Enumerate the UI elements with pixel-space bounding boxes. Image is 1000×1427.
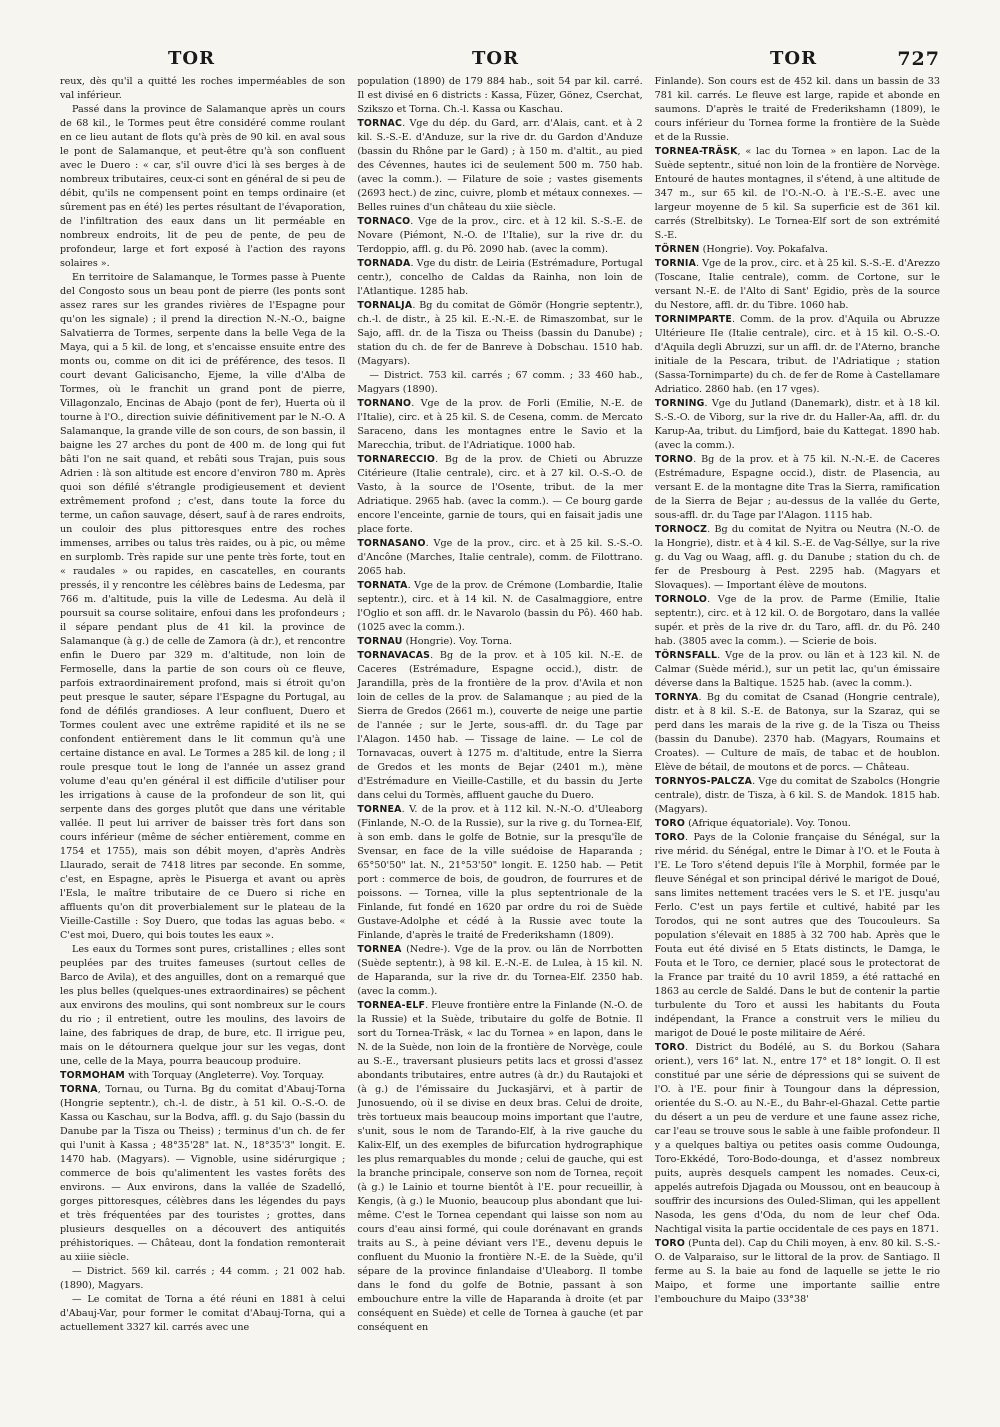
entry-headword: TORO bbox=[654, 818, 686, 829]
entry-text: . Vge de la prov., circ. et à 25 kil. S.-S.-E. d'Arezzo (Toscane, Italie centrale), comm. de Cortone, sur le versant N.-E. de l'Alto di Sant' Egidio, près de la source du Nestore, affl. dr. du Tibre. 1060 hab. bbox=[654, 258, 940, 311]
entry-text: . Vge de la prov. ou län et à 123 kil. N. de Calmar (Suède mérid.), sur un petit lac, qu'un émissaire déverse dans la Baltique. 1525 hab. (avec la comm.). bbox=[654, 650, 940, 689]
running-header bbox=[60, 48, 940, 74]
entry-text: . Bg du comitat de Csanad (Hongrie centrale), distr. et à 8 kil. S.-E. de Batonya, sur la Szaraz, qui se perd dans les marais de la rive g. de la Tisza ou Theiss (bassin du Danube). 2370 hab. (Magyars, Roumains et Croates). — Culture de maïs, de tabac et de houblon. Elève de bétail, de moutons et de porcs. — Château. bbox=[654, 692, 940, 773]
entry-headword: TORNADA bbox=[357, 258, 411, 269]
page-number: 727 bbox=[897, 48, 940, 70]
dictionary-entry bbox=[655, 145, 940, 243]
dictionary-entry bbox=[357, 397, 642, 453]
entry-headword: TORNA bbox=[60, 1084, 98, 1095]
entry-text: . Bg du comitat de Nyitra ou Neutra (N.-O. de la Hongrie), distr. et à 4 kil. S.-E. de Vag-Séllye, sur la rive g. du Vag ou Waag, affl. g. du Danube ; station du ch. de fer de Presbourg à Pest. 2295 hab. (Magyars et Slovaques). — Important élève de moutons. bbox=[654, 524, 940, 591]
entry-text: . Vge du distr. de Leiria (Estrémadure, Portugal centr.), concelho de Caldas da Rainha, non loin de l'Atlantique. 1285 hab. bbox=[357, 258, 643, 297]
dictionary-entry bbox=[655, 313, 940, 397]
paragraph bbox=[357, 75, 642, 117]
entry-headword: TORNAVACAS bbox=[357, 650, 431, 661]
dictionary-entry bbox=[357, 635, 642, 649]
entry-headword: TÖRNSFALL bbox=[654, 650, 718, 661]
entry-headword: TORO bbox=[654, 1042, 686, 1053]
entry-headword: TORNARECCIO bbox=[357, 454, 436, 465]
entry-headword: TORNYA bbox=[654, 692, 699, 703]
paragraph bbox=[60, 943, 345, 1069]
entry-text: . Pays de la Colonie française du Sénégal, sur la rive mérid. du Sénégal, entre le Dimar à l'O. et le Fouta à l'E. Le Toro s'étend depuis l'île à Morphil, formée par le fleuve Sénégal et son principal dérivé le marigot de Doué, sans limites nettement tracées vers le S. et l'E. jusqu'au Ferlo. C'est un pays fertile et cultivé, habité par les Torodos, qui ne sont autres que des Toucouleurs. Sa population s'élevait en 1885 à 32 700 hab. Après que le Fouta eut été divisé en 5 Etats distincts, le Damga, le Fouta et le Toro, ce dernier, placé sous le protectorat de la France par traité du 10 avril 1859, a été rattaché en 1863 au cercle de Saldé. Dans le but de contenir la partie turbulente du Toro et aussi les habitants du Fouta indépendant, la France a construit vers le milieu du marigot de Doué le poste militaire de Aéré. bbox=[654, 832, 940, 1039]
dictionary-entry bbox=[655, 831, 940, 1041]
entry-headword: TORNOCZ bbox=[654, 524, 708, 535]
paragraph bbox=[60, 103, 345, 271]
dictionary-entry bbox=[357, 537, 642, 579]
entry-text: (Hongrie). Voy. Pokafalva. bbox=[699, 244, 828, 255]
entry-headword: TORNASANO bbox=[357, 538, 426, 549]
dictionary-entry bbox=[655, 691, 940, 775]
header-left-word: TOR bbox=[168, 48, 216, 69]
entry-text: population (1890) de 179 884 hab., soit 54 par kil. carré. Il est divisé en 6 districts : Kassa, Füzer, Gönez, Cserchat, Szikszo et Torna. Ch.-l. Kassa ou Kaschau. bbox=[357, 76, 643, 115]
entry-text: (Afrique équatoriale). Voy. Tonou. bbox=[685, 818, 851, 829]
entry-text: , « lac du Tornea » en lapon. Lac de la Suède septentr., situé non loin de la frontière de Norvège. Entouré de hautes montagnes, il s'étend, à une altitude de 347 m., sur 65 kil. de l'O.-N.-O. à l'E.-S.-E. avec une largeur moyenne de 5 kil. Sa superficie est de 361 kil. carrés (Strelbitsky). Le Tornea-Elf sort de son extrémité S.-E. bbox=[654, 146, 940, 241]
entry-headword: TORNATA bbox=[357, 580, 408, 591]
entry-headword: TORO bbox=[654, 1238, 686, 1249]
entry-text: — District. 569 kil. carrés ; 44 comm. ; 21 002 hab. (1890), Magyars. bbox=[60, 1266, 346, 1291]
dictionary-entry bbox=[357, 649, 642, 803]
dictionary-entry bbox=[60, 1083, 345, 1265]
header-right-word: TOR bbox=[770, 48, 818, 69]
paragraph bbox=[60, 75, 345, 103]
entry-text: Les eaux du Tormes sont pures, cristallines ; elles sont peuplées par des truites fameuses (surtout celles de Barco de Avila), et des anguilles, dont on a remarqué que les plus belles (quelques-unes extraordinaires) se pêchent aux environs des moulins, qui sont nombreux sur le cours du rio ; il entretient, outre les moulins, des lavoirs de laine, des fabriques de drap, de bure, etc. Il irrigue peu, mais on le détournera quelque jour sur les vegas, dont une, celle de la Maya, pourra beaucoup produire. bbox=[60, 944, 346, 1067]
entry-text: . Vge du comitat de Szabolcs (Hongrie centrale), distr. de Tisza, à 6 kil. S. de Mandok. 1815 hab. (Magyars). bbox=[654, 776, 940, 815]
entry-text: — Le comitat de Torna a été réuni en 1881 à celui d'Abauj-Var, pour former le comitat d'Abauj-Torna, qui a actuellement 3327 kil. carrés avec une bbox=[60, 1294, 346, 1333]
dictionary-entry bbox=[655, 775, 940, 817]
entry-text: . Bg de la prov. et à 105 kil. N.-E. de Caceres (Estrémadure, Espagne occid.), distr. de Jarandilla, près de la frontière de la prov. d'Avila et non loin de celles de la prov. de Salamanque ; au pied de la Sierra de Gredos (2661 m.), couverte de neige une partie de l'année ; sur le Jerte, sous-affl. dr. du Tage par l'Alagon. 1450 hab. — Tissage de laine. — Le col de Tornavacas, ouvert à 1275 m. d'altitude, entre la Sierra de Gredos et les monts de Bejar (2401 m.), mène d'Estrémadure en Vieille-Castille, et du bassin du Jerte dans celui du Tormès, affluent gauche du Duero. bbox=[357, 650, 643, 801]
entry-text: . Comm. de la prov. d'Aquila ou Abruzze Ultérieure IIe (Italie centrale), circ. et à 15 kil. O.-S.-O. d'Aquila degli Abruzzi, sur un affl. dr. de l'Aterno, branche initiale de la Pescara, tribut. de l'Adriatique ; station (Sassa-Tornimparte) du ch. de fer de Rome à Castellamare Adriatico. 2860 hab. (en 17 vges). bbox=[654, 314, 940, 395]
dictionary-entry bbox=[655, 523, 940, 593]
entry-headword: TORNAC bbox=[357, 118, 403, 129]
paragraph bbox=[60, 271, 345, 943]
dictionary-entry bbox=[655, 1041, 940, 1237]
dictionary-entry bbox=[357, 257, 642, 299]
paragraph bbox=[357, 369, 642, 397]
entry-text: (Hongrie). Voy. Torna. bbox=[402, 636, 513, 647]
column-3 bbox=[655, 75, 940, 1415]
entry-text: . Vge du dép. du Gard, arr. d'Alais, cant. et à 2 kil. S.-S.-E. d'Anduze, sur la rive dr. du Gardon d'Anduze (bassin du Rhône par le Gard) ; à 150 m. d'altit., au pied des Cévennes, hautes ici de seulement 500 m. 750 hab. (avec la comm.). — Filature de soie ; vastes gisements (2693 hect.) de zinc, cuivre, plomb et métaux connexes. — Belles ruines d'un château du xiie siècle. bbox=[357, 118, 643, 213]
entry-headword: TORNOLO bbox=[654, 594, 708, 605]
entry-headword: TORNEA bbox=[357, 944, 402, 955]
entry-text: (Punta del). Cap du Chili moyen, à env. 80 kil. S.-S.-O. de Valparaiso, sur le littoral de la prov. de Santiago. Il ferme au S. la baie au fond de laquelle se jette le rio Maipo, et forme une importante saillie entre l'embouchure du Maipo (33°38' bbox=[654, 1238, 940, 1305]
entry-text: . Bg de la prov. et à 75 kil. N.-N.-E. de Caceres (Estrémadure, Espagne occid.), distr. de Plasencia, au versant E. de la montagne dite Tras la Sierra, ramification de la Sierra de Bejar ; au-dessus de la vallée du Gerte, sous-affl. dr. du Tage par l'Alagon. 1115 hab. bbox=[654, 454, 940, 521]
entry-headword: TORNACO bbox=[357, 216, 411, 227]
entry-headword: TORMOHAM bbox=[60, 1070, 125, 1081]
dictionary-entry bbox=[357, 117, 642, 215]
entry-headword: TORNO bbox=[654, 454, 694, 465]
entry-headword: TORNAU bbox=[357, 636, 403, 647]
entry-headword: TORNANO bbox=[357, 398, 412, 409]
entry-headword: TORNEA bbox=[357, 804, 402, 815]
paragraph bbox=[60, 1293, 345, 1335]
entry-headword: TORNIMPARTE bbox=[654, 314, 732, 325]
dictionary-entry bbox=[357, 943, 642, 999]
column-1 bbox=[60, 75, 345, 1415]
dictionary-entry bbox=[655, 1237, 940, 1307]
entry-text: . Vge de la prov., circ. et à 12 kil. S.-S.-E. de Novare (Piémont, N.-O. de l'Italie), sur la rive dr. du Terdoppio, affl. g. du Pô. 2090 hab. (avec la comm). bbox=[357, 216, 643, 255]
dictionary-entry bbox=[655, 593, 940, 649]
entry-headword: TORNALJA bbox=[357, 300, 413, 311]
entry-headword: TORNEA-TRÄSK bbox=[654, 146, 738, 157]
dictionary-entry bbox=[357, 453, 642, 537]
column-2 bbox=[357, 75, 642, 1415]
dictionary-entry bbox=[357, 215, 642, 257]
entry-text: . Vge de la prov. de Forli (Emilie, N.-E. de l'Italie), circ. et à 25 kil. S. de Cesena, comm. de Mercato Saraceno, dans les montagnes entre le Savio et la Marecchia, tribut. de l'Adriatique. 1000 hab. bbox=[357, 398, 643, 451]
entry-text: . Vge de la prov. de Crémone (Lombardie, Italie septentr.), circ. et à 14 kil. N. de Casalmaggiore, entre l'Oglio et son affl. dr. le Navarolo (bassin du Pô). 460 hab. (1025 avec la comm.). bbox=[357, 580, 643, 633]
entry-text: reux, dès qu'il a quitté les roches imperméables de son val inférieur. bbox=[60, 76, 346, 101]
entry-headword: TORNYOS-PALCZA bbox=[654, 776, 753, 787]
dictionary-columns bbox=[60, 75, 940, 1415]
entry-text: (Nedre-). Vge de la prov. ou län de Norrbotten (Suède septentr.), à 98 kil. E.-N.-E. de Lulea, à 15 kil. N. de Haparanda, sur la rive dr. du Tornea-Elf. 2350 hab. (avec la comm.). bbox=[357, 944, 643, 997]
entry-headword: TORNEA-ELF bbox=[357, 1000, 426, 1011]
entry-text: . Fleuve frontière entre la Finlande (N.-O. de la Russie) et la Suède, tributaire du golfe de Botnie. Il sort du Tornea-Träsk, « lac du Tornea » en lapon, dans le N. de la Suède, non loin de la frontière de Norvège, coule au S.-E., traversant plusieurs petits lacs et grossi d'assez abondants tributaires, entre autres (à dr.) du Rautajoki et (à g.) de l'émissaire du Juckasjärvi, et à partir de Junosuendo, où il se divise en deux bras. Celui de droite, très tortueux mais beaucoup moins important que l'autre, s'unit, sous le nom de Tarando-Elf, à la rive gauche du Kalix-Elf, un des exemples de bifurcation hydrographique les plus remarquables du monde ; celui de gauche, qui est la branche principale, conserve son nom de Tornea, reçoit (à g.) le Lainio et tourne bientôt à l'E. pour recueillir, à Kengis, (à g.) le Muonio, beaucoup plus abondant que lui-même. C'est le Tornea cependant qui laisse son nom au cours d'eau ainsi formé, qui coule dorénavant en grands traits au S., à peine déviant vers l'E., devenu depuis le confluent du Muonio la frontière N.-E. de la Suède, qu'il sépare de la province finlandaise d'Uleaborg. Il tombe dans le fond du golfe de Botnie, passant à son embouchure entre la ville de Haparanda à droite (et par conséquent en Suède) et celle de Tornea à gauche (et par conséquent en bbox=[357, 1000, 643, 1333]
entry-text: Finlande). Son cours est de 452 kil. dans un bassin de 33 781 kil. carrés. Le fleuve est large, rapide et abonde en saumons. D'après le traité de Frederikshamn (1809), le cours inférieur du Tornea forme la frontière de la Suède et de la Russie. bbox=[654, 76, 940, 143]
paragraph bbox=[60, 1265, 345, 1293]
dictionary-entry bbox=[655, 453, 940, 523]
entry-headword: TORNING bbox=[654, 398, 705, 409]
entry-text: . Vge de la prov., circ. et à 25 kil. S.-S.-O. d'Ancône (Marches, Italie centrale), comm. de Filottrano. 2065 hab. bbox=[357, 538, 643, 577]
entry-text: — District. 753 kil. carrés ; 67 comm. ; 33 460 hab., Magyars (1890). bbox=[357, 370, 643, 395]
dictionary-entry bbox=[655, 243, 940, 257]
dictionary-entry bbox=[655, 649, 940, 691]
entry-text: . District du Bodélé, au S. du Borkou (Sahara orient.), vers 16° lat. N., entre 17° et 18° longit. O. Il est constitué par une série de dépressions qui se suivent de l'O. à l'E. pour finir à Toungour dans la dépression, orientée du S.-O. au N.-E., du Bahr-el-Ghazal. Cette partie du désert a un peu de verdure et une faune assez riche, car l'eau se trouve sous le sable à une faible profondeur. Il y a quelques baltiya ou petites oasis comme Oudounga, Toro-Ekkédé, Toro-Bodo-dounga, et d'assez nombreux puits, auprès desquels campent les nomades. Ceux-ci, appelés autrefois Djagada ou Moussou, ont en beaucoup à souffrir des incursions des Ouled-Sliman, qui les appellent Nasoda, les gens d'Oda, du nom de leur chef Oda. Nachtigal visita la partie occidentale de ces pays en 1871. bbox=[654, 1042, 940, 1235]
entry-text: . Bg de la prov. de Chieti ou Abruzze Citérieure (Italie centrale), circ. et à 27 kil. O.-S.-O. de Vasto, à la source de l'Osente, tribut. de la mer Adriatique. 2965 hab. (avec la comm.). — Ce bourg garde encore l'enceinte, garnie de tours, qui en faisait jadis une place forte. bbox=[357, 454, 643, 535]
entry-headword: TORNIA bbox=[654, 258, 697, 269]
entry-headword: TORO bbox=[654, 832, 686, 843]
entry-text: Passé dans la province de Salamanque après un cours de 68 kil., le Tormes peut être considéré comme roulant en ce lieu autant de flots qu'à près de 90 kil. en aval sous le pont de Salamanque, et peut-être qu'à son confluent avec le Duero : « car, s'il ouvre d'ici là ses berges à de nombreux tributaires, ceux-ci sont en général de si peu de débit, qu'ils ne compensent point en temps ordinaire (et sûrement pas en été) les pertes résultant de l'évaporation, de l'infiltration des eaux dans un lit perméable en nombreux endroits, lit de peu de pente, de peu de profondeur, large et fort exposé à l'action des rayons solaires ». bbox=[60, 104, 346, 269]
dictionary-entry bbox=[357, 299, 642, 369]
dictionary-entry bbox=[60, 1069, 345, 1083]
entry-text: , Tornau, ou Turna. Bg du comitat d'Abauj-Torna (Hongrie septentr.), ch.-l. de distr., à 51 kil. O.-S.-O. de Kassa ou Kaschau, sur la Bodva, affl. g. du Sajo (bassin du Danube par la Tisza ou Theiss) ; terminus d'un ch. de fer qui l'unit à Kassa ; 48°35'28" lat. N., 18°35'3" longit. E. 1470 hab. (Magyars). — Vignoble, usine sidérurgique ; commerce de bois qu'alimentent les vastes forêts des environs. — Aux environs, dans la vallée de Szadelló, gorges pittoresques, célèbres dans les légendes du pays et très fréquentées par des touristes ; grottes, dans plusieurs desquelles on a découvert des antiquités préhistoriques. — Château, dont la fondation remonterait au xiiie siècle. bbox=[60, 1084, 346, 1263]
dictionary-entry bbox=[655, 257, 940, 313]
dictionary-entry bbox=[357, 803, 642, 943]
entry-text: . Vge de la prov. de Parme (Emilie, Italie septentr.), circ. et à 12 kil. O. de Borgotaro, dans la vallée supér. et près de la rive dr. du Taro, affl. dr. du Pô. 240 hab. (3805 avec la comm.). — Scierie de bois. bbox=[654, 594, 940, 647]
entry-text: . V. de la prov. et à 112 kil. N.-N.-O. d'Uleaborg (Finlande, N.-O. de la Russie), sur la rive g. du Tornea-Elf, à son emb. dans le golfe de Botnie, sur la presqu'île de Svensar, en face de la ville suédoise de Haparanda ; 65°50'50" lat. N., 21°53'50" longit. E. 1250 hab. — Petit port : commerce de bois, de goudron, de fourrures et de poissons. — Tornea, ville la plus septentrionale de la Finlande, fut fondé en 1620 par ordre du roi de Suède Gustave-Adolphe et cédé à la Russie avec toute la Finlande, d'après le traité de Frederikshamn (1809). bbox=[357, 804, 643, 941]
dictionary-entry bbox=[357, 579, 642, 635]
entry-text: with Torquay (Angleterre). Voy. Torquay. bbox=[124, 1070, 325, 1081]
dictionary-entry bbox=[357, 999, 642, 1335]
entry-text: En territoire de Salamanque, le Tormes passe à Puente del Congosto sous un beau pont de pierre (les ponts sont assez rares sur les grandes rivières de l'Espagne pour qu'on les signale) ; il prend la direction N.-N.-O., baigne Salvatierra de Tormes, serpente dans la belle Vega de la Maya, qui a 5 kil. de long, et s'encaisse ensuite entre des monts ou, comme on dit ici de préférence, des tesos. Il court devant Galicisancho, Ejeme, la ville d'Alba de Tormes, où le franchit un grand pont de pierre, Villagonzalo, Encinas de Abajo (pont de fer), Huerta où il tourne à l'O., direction suivie définitivement par le N.-O. A Salamanque, la grande ville de son cours, de son bassin, il baigne les 27 arches du pont de 400 m. de long qui fut bâti l'on ne sait quand, et rebâti sous Trajan, puis sous Adrien : là son altitude est encore d'environ 780 m. Après quoi son défilé s'étrangle prodigieusement et devient extrêmement profond ; c'est, dans toute la force du terme, un cañon sauvage, désert, sauf à de rares endroits, un couloir des plus pittoresques entre des roches immenses, arribes ou talus très raides, ou à pic, ou même en surplomb. Très rapide sur une pente très forte, tout en « raudales » ou rapides, en cascatelles, en courants pressés, il y rencontre les célèbres bains de Ledesma, par 766 m. d'altitude, puis la ville de Ledesma. Au delà il poursuit sa course solitaire, enfoui dans les profondeurs ; il sépare pendant plus de 41 kil. la province de Salamanque (à g.) de celle de Zamora (à dr.), et rencontre enfin le Duero par 329 m. d'altitude, non loin de Fermoselle, dans la partie de son cours où ce fleuve, parfois extraordinairement profond, mais si étroit qu'on peut presque le sauter, sépare l'Espagne du Portugal, au fond de défilés grandioses. A leur confluent, Duero et Tormes coulent avec une extrême rapidité et ils ne se confondent entièrement dans le lit commun qu'à une certaine distance en aval. Le Tormes a 285 kil. de long ; il roule presque tout le long de l'année un assez grand volume d'eau qu'en général il est difficile d'utiliser pour les irrigations à cause de la profondeur de son lit, qui serpente dans des gorges plutôt que dans une véritable vallée. Il peut lui arriver de baisser très fort dans son cours inférieur (même de sécher entièrement, comme en 1754 et 1755), mais son débit moyen, d'après Andrès Llaurado, serait de 7418 litres par seconde. En somme, c'est, en Espagne, après le Pisuerga et avant ou après l'Esla, le maître tributaire de ce Duero si riche en affluents qu'on dit proverbialement sur le plateau de la Vieille-Castille : Soy Duero, que todas las aguas bebo. « C'est moi, Duero, qui bois toutes les eaux ». bbox=[60, 272, 346, 941]
header-center-word: TOR bbox=[472, 48, 520, 69]
paragraph bbox=[655, 75, 940, 145]
dictionary-entry bbox=[655, 397, 940, 453]
entry-headword: TÖRNEN bbox=[654, 244, 700, 255]
entry-text: . Vge du Jutland (Danemark), distr. et à 18 kil. S.-S.-O. de Viborg, sur la rive dr. du Haller-Aa, affl. dr. du Karup-Aa, tribut. du Limfjord, baie du Kattegat. 1890 hab. (avec la comm.). bbox=[654, 398, 940, 451]
entry-text: . Bg du comitat de Gömör (Hongrie septentr.), ch.-l. de distr., à 25 kil. E.-N.-E. de Rimaszombat, sur le Sajo, affl. dr. de la Tisza ou Theiss (bassin du Danube) ; station du ch. de fer de Banreve à Dobschau. 1510 hab. (Magyars). bbox=[357, 300, 643, 367]
dictionary-entry bbox=[655, 817, 940, 831]
